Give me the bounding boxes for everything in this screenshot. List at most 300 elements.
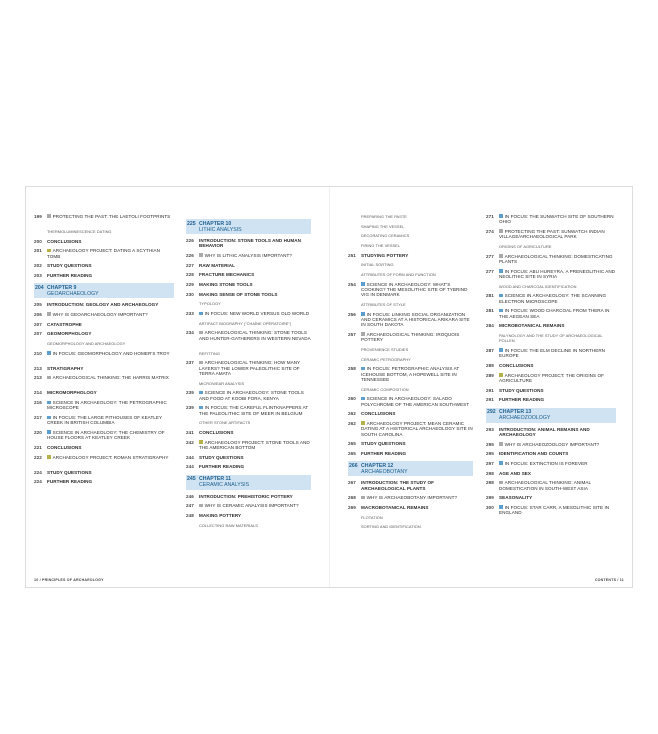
- feature-marker-olive: [47, 455, 51, 459]
- entry-text: MICROBOTANICAL REMAINS: [499, 323, 565, 329]
- entry-text: IN FOCUS: THE ELM DECLINE IN NORTHERN EUROPE: [499, 347, 606, 359]
- page-number: 277: [486, 268, 494, 274]
- entry-text: CATASTROPHE: [47, 321, 82, 327]
- page-number: 265: [348, 451, 356, 457]
- entry-text: FURTHER READING: [47, 273, 93, 279]
- toc-entry: [348, 411, 473, 416]
- entry-text: ARCHAEOLOGICAL THINKING: ANIMAL DOMESTICATION IN SOUTH-WEST ASIA: [499, 480, 591, 491]
- page-number: 291: [486, 387, 494, 393]
- page-number: 260: [348, 396, 356, 402]
- toc-subentry: [348, 524, 473, 529]
- page-number: 248: [186, 513, 194, 519]
- subentry-text: FIRING THE VESSEL: [361, 243, 401, 249]
- entry-text: ARCHAEOLOGICAL THINKING: STONE TOOLS AND HUNTER-GATHERERS IN WESTERN NEVADA: [199, 330, 311, 341]
- toc-entry: [486, 461, 616, 466]
- page-number: 256: [348, 311, 356, 317]
- page-number: 265: [348, 441, 356, 447]
- subentry-text: PREPARING THE PASTE: [361, 214, 407, 219]
- feature-marker-blue: [499, 505, 503, 509]
- feature-marker-blue: [199, 391, 203, 395]
- toc-entry: [486, 427, 616, 438]
- feature-marker-blue: [499, 461, 503, 465]
- page-number: 295: [486, 451, 494, 457]
- entry-text: ARCHAEOLOGICAL THINKING: IROQUOIS POTTERY: [361, 332, 460, 343]
- entry-text: ARCHAEOLOGICAL THINKING: THE HARRIS MATRIX: [52, 375, 169, 381]
- book-spread: [25, 186, 633, 588]
- toc-entry: [486, 254, 616, 265]
- entry-text: CONCLUSIONS: [47, 238, 82, 244]
- toc-entry: [34, 400, 174, 411]
- page-number: 247: [186, 503, 194, 509]
- toc-entry: [34, 273, 174, 278]
- toc-subentry: [348, 302, 473, 307]
- page-number: 200: [34, 238, 42, 244]
- page-number: 210: [34, 350, 42, 356]
- feature-marker-blue: [361, 282, 365, 286]
- toc-entry: [34, 415, 174, 426]
- subentry-text: TYPOLOGY: [199, 301, 221, 307]
- feature-marker-gray: [47, 312, 51, 316]
- toc-entry: [348, 505, 473, 510]
- entry-text: AGE AND SEX: [499, 470, 532, 476]
- page-number: 213: [34, 375, 42, 381]
- feature-marker-gray: [499, 481, 503, 485]
- toc-entry: [186, 238, 311, 249]
- toc-entry: [186, 390, 311, 401]
- entry-text: MAKING POTTERY: [199, 513, 242, 519]
- page-number: 300: [486, 505, 494, 510]
- toc-entry: [186, 464, 311, 469]
- page-number: 233: [186, 311, 194, 317]
- entry-text: INTRODUCTION: STONE TOOLS AND HUMAN BEHAVIOR: [199, 238, 301, 249]
- subentry-text: ATTRIBUTES OF FORM AND FUNCTION: [361, 272, 436, 278]
- toc-entry: [486, 293, 616, 304]
- chapter-heading: [186, 219, 311, 234]
- page-number: 214: [34, 390, 42, 396]
- feature-marker-gray: [199, 504, 203, 508]
- toc-entry: [486, 495, 616, 500]
- entry-text: IDENTIFICATION AND COUNTS: [499, 451, 569, 457]
- page-number: 224: [34, 469, 42, 475]
- subentry-text: ORIGINS OF AGRICULTURE: [499, 243, 552, 249]
- subentry-text: COLLECTING RAW MATERIALS: [199, 522, 258, 528]
- toc-entry: [34, 375, 174, 386]
- toc-entry: [186, 272, 311, 277]
- entry-text: PROTECTING THE PAST: THE LAETOLI FOOTPRINTS: [52, 214, 171, 219]
- entry-text: SEASONALITY: [499, 495, 533, 501]
- toc-entry: [186, 405, 311, 416]
- contents-column-2: [186, 214, 311, 532]
- entry-text: IN FOCUS: WOOD CHARCOAL FROM THERA IN THE AEGEAN SEA: [499, 308, 610, 319]
- toc-subentry: [348, 224, 473, 229]
- toc-subentry: [348, 357, 473, 362]
- page-number: 284: [486, 323, 494, 329]
- subentry-text: DECORATING CERAMICS: [361, 233, 410, 239]
- entry-text: STUDY QUESTIONS: [499, 387, 544, 393]
- page-number: 241: [186, 430, 194, 436]
- chapter-page-number: 225: [187, 220, 196, 227]
- entry-text: MAKING STONE TOOLS: [199, 282, 253, 288]
- page-number: 234: [186, 330, 194, 336]
- entry-text: STUDY QUESTIONS: [199, 454, 244, 460]
- feature-marker-blue: [361, 367, 365, 371]
- feature-marker-gray: [199, 253, 203, 257]
- page-number: 226: [186, 238, 194, 243]
- toc-subentry: [486, 333, 616, 344]
- page-number: 229: [186, 282, 194, 288]
- entry-text: WHY IS CERAMIC ANALYSIS IMPORTANT?: [204, 503, 299, 509]
- toc-subentry: [348, 515, 473, 520]
- toc-entry: [486, 480, 616, 491]
- toc-entry: [486, 229, 616, 240]
- entry-text: STUDY QUESTIONS: [47, 263, 92, 269]
- chapter-subtitle: ARCHAEOBOTANY: [361, 468, 408, 475]
- entry-text: FURTHER READING: [499, 397, 545, 403]
- toc-entry: [34, 390, 174, 395]
- entry-text: PROTECTING THE PAST: SUNWATCH INDIAN VILLAGE/ARCHAEOLOGICAL PARK: [499, 228, 605, 240]
- entry-text: CONCLUSIONS: [361, 411, 396, 417]
- page-number: 239: [186, 405, 194, 411]
- toc-entry: [186, 513, 311, 518]
- entry-text: IN FOCUS: THE LARGE PITHOUSES OF KEATLEY CREEK IN BRITISH COLUMBIA: [47, 415, 163, 426]
- entry-text: GEOMORPHOLOGY: [47, 331, 92, 337]
- chapter-heading: [186, 475, 311, 490]
- toc-subentry: [34, 341, 174, 346]
- subentry-text: SORTING AND IDENTIFICATION: [361, 524, 421, 530]
- page-number: 226: [186, 252, 194, 258]
- entry-text: SCIENCE IN ARCHAEOLOGY: THE CHEMISTRY OF HOUSE FLOORS AT KEATLEY CREEK: [47, 430, 165, 441]
- feature-marker-blue: [47, 351, 51, 355]
- toc-entry: [186, 263, 311, 268]
- toc-entry: [186, 503, 311, 508]
- chapter-heading: [486, 408, 616, 423]
- toc-entry: [486, 442, 616, 447]
- entry-text: MAKING SENSE OF STONE TOOLS: [199, 291, 278, 297]
- page-number: 293: [486, 426, 494, 432]
- toc-entry: [486, 471, 616, 476]
- toc-entry: [486, 214, 616, 225]
- page-number: 257: [348, 332, 356, 338]
- toc-entry: [34, 470, 174, 475]
- feature-marker-gray: [47, 214, 51, 218]
- subentry-text: CERAMIC PETROGRAPHY: [361, 356, 411, 362]
- page-number: 222: [34, 454, 42, 460]
- chapter-subtitle: LITHIC ANALYSIS: [199, 226, 242, 233]
- entry-text: IN FOCUS: PETROGRAPHIC ANALYSIS AT ICEHOUSE BOTTOM, A HOPEWELL SITE IN TENNESSEE: [361, 366, 460, 383]
- feature-marker-gray: [199, 331, 203, 335]
- toc-entry: [34, 239, 174, 244]
- page-number: 262: [348, 421, 356, 427]
- toc-entry: [34, 302, 174, 307]
- toc-subentry: [186, 301, 311, 306]
- toc-entry: [348, 366, 473, 382]
- entry-text: FRACTURE MECHANICS: [199, 272, 255, 278]
- subentry-text: THERMOLUMINESCENCE DATING: [47, 228, 112, 234]
- chapter-subtitle: GEOARCHAEOLOGY: [47, 290, 99, 297]
- toc-entry: [34, 430, 174, 441]
- chapter-subtitle: CERAMIC ANALYSIS: [199, 482, 250, 489]
- toc-entry: [348, 282, 473, 298]
- toc-entry: [486, 505, 616, 516]
- feature-marker-blue: [47, 416, 51, 420]
- entry-text: SCIENCE IN ARCHAEOLOGY: WHAT'S COOKING? THE MESOLITHIC SITE OF TYBRIND VIG IN DENMARK: [361, 281, 468, 298]
- contents-column-4: [486, 214, 616, 520]
- page-number: 262: [348, 411, 356, 417]
- page-number: 244: [186, 454, 194, 460]
- entry-text: CONCLUSIONS: [47, 445, 82, 451]
- page-number: 254: [348, 281, 356, 287]
- feature-marker-olive: [499, 373, 503, 377]
- feature-marker-blue: [199, 312, 203, 316]
- page-number: 258: [348, 366, 356, 372]
- toc-entry: [348, 332, 473, 343]
- chapter-page-number: 245: [187, 476, 196, 483]
- toc-entry: [486, 308, 616, 319]
- entry-text: IN FOCUS: NEW WORLD VERSUS OLD WORLD: [204, 311, 310, 317]
- page-number: 299: [486, 495, 494, 501]
- toc-entry: [186, 311, 311, 316]
- feature-marker-blue: [361, 312, 365, 316]
- subentry-text: OTHER STONE ARTIFACTS: [199, 420, 251, 426]
- subentry-text: WOOD AND CHARCOAL IDENTIFICATION: [499, 283, 577, 289]
- page-number: 297: [486, 460, 494, 466]
- toc-entry: [486, 373, 616, 384]
- toc-entry: [34, 479, 174, 484]
- feature-marker-blue: [499, 309, 503, 313]
- entry-text: ARCHAEOLOGICAL THINKING: HOW MANY LAYERS? THE LOWER PALEOLITHIC SITE OF TERRA AMATA: [199, 360, 301, 377]
- toc-entry: [186, 253, 311, 258]
- toc-entry: [34, 312, 174, 317]
- feature-marker-blue: [199, 406, 203, 410]
- entry-text: ARCHAEOLOGY PROJECT: THE ORIGINS OF AGRICULTURE: [499, 372, 604, 383]
- chapter-title: CHAPTER 9: [47, 284, 77, 291]
- toc-entry: [186, 292, 311, 297]
- entry-text: INTRODUCTION: GEOLOGY AND ARCHAEOLOGY: [47, 302, 159, 308]
- entry-text: STUDY QUESTIONS: [361, 441, 406, 447]
- chapter-page-number: 266: [349, 462, 358, 469]
- chapter-page-number: 204: [35, 284, 44, 291]
- toc-entry: [486, 269, 616, 280]
- feature-marker-blue: [47, 430, 51, 434]
- subentry-text: PALYNOLOGY AND THE STUDY OF ARCHAEOLOGICAL POLLEN: [499, 332, 603, 344]
- feature-marker-olive: [47, 249, 51, 253]
- entry-text: FURTHER READING: [47, 479, 93, 485]
- entry-text: WHY IS GEOARCHAEOLOGY IMPORTANT?: [52, 312, 148, 318]
- toc-subentry: [348, 347, 473, 352]
- spine-divider: [329, 187, 330, 587]
- entry-text: ARCHAEOLOGY PROJECT: MEAN CERAMIC DATING AT A HISTORICAL ARCHAEOLOGY SITE IN SOUTH CAROLINA: [361, 421, 473, 437]
- subentry-text: GEOMORPHOLOGY AND ARCHAEOLOGY: [47, 341, 126, 347]
- toc-entry: [186, 494, 311, 499]
- page-number: 237: [186, 360, 194, 366]
- toc-subentry: [348, 272, 473, 277]
- toc-entry: [34, 248, 174, 259]
- entry-text: IN FOCUS: STAR CARR, A MESOLITHIC SITE IN ENGLAND: [499, 505, 610, 516]
- page-number: 246: [186, 493, 194, 499]
- toc-entry: [486, 348, 616, 359]
- chapter-title: CHAPTER 10: [199, 220, 232, 227]
- page-number: 281: [486, 293, 494, 299]
- toc-entry: [186, 282, 311, 287]
- toc-subentry: [348, 214, 473, 219]
- toc-entry: [348, 396, 473, 407]
- feature-marker-gray: [47, 376, 51, 380]
- footer-left: 10 / PRINCIPLES OF ARCHAEOLOGY: [34, 578, 104, 582]
- entry-text: SCIENCE IN ARCHAEOLOGY: STONE TOOLS AND FOOD AT KOOBI FORA, KENYA: [199, 390, 304, 401]
- toc-entry: [486, 397, 616, 402]
- page-number: 220: [34, 430, 42, 436]
- entry-text: STUDYING POTTERY: [361, 252, 409, 258]
- toc-entry: [34, 366, 174, 371]
- page-number: 239: [186, 390, 194, 396]
- page-number: 221: [34, 445, 42, 451]
- feature-marker-blue: [499, 348, 503, 352]
- toc-subentry: [348, 243, 473, 248]
- toc-entry: [186, 430, 311, 435]
- toc-entry: [34, 351, 174, 362]
- contents-column-3: [348, 214, 473, 534]
- entry-text: IN FOCUS: EXTINCTION IS FOREVER: [504, 460, 588, 466]
- entry-text: INTRODUCTION: PREHISTORIC POTTERY: [199, 493, 293, 499]
- entry-text: MACROBOTANICAL REMAINS: [361, 505, 429, 510]
- chapter-title: CHAPTER 11: [199, 476, 231, 483]
- toc-entry: [186, 440, 311, 451]
- toc-entry: [348, 421, 473, 437]
- toc-entry: [486, 388, 616, 393]
- subentry-text: INITIAL SORTING: [361, 262, 394, 268]
- toc-entry: [34, 322, 174, 327]
- entry-text: IN FOCUS: GEOMORPHOLOGY AND HOMER'S TROY: [52, 350, 170, 356]
- page-number: 274: [486, 228, 494, 234]
- feature-marker-gray: [361, 496, 365, 500]
- subentry-text: FLOTATION: [361, 514, 383, 520]
- entry-text: INTRODUCTION: THE STUDY OF ARCHAEOLOGICAL PLANTS: [361, 480, 434, 491]
- chapter-page-number: 292: [487, 409, 496, 416]
- page-number: 295: [486, 441, 494, 447]
- subentry-text: ATTRIBUTES OF STYLE: [361, 302, 406, 308]
- toc-entry: [348, 495, 473, 500]
- footer-right: CONTENTS / 11: [594, 578, 624, 582]
- toc-subentry: [186, 523, 311, 528]
- page-number: 288: [486, 362, 494, 368]
- toc-entry: [186, 455, 311, 460]
- toc-entry: [348, 253, 473, 258]
- subentry-text: ARTIFACT BIOGRAPHY ("CHAÎNE OPÉRATOIRE"): [199, 320, 292, 326]
- toc-subentry: [186, 321, 311, 326]
- feature-marker-olive: [199, 440, 203, 444]
- page-number: 281: [486, 308, 494, 314]
- entry-text: IN FOCUS: LINKING SOCIAL ORGANIZATION AND CERAMICS AT A HISTORICAL ARIKARA SITE IN SOUTH DAKOTA: [361, 311, 470, 328]
- page-number: 230: [186, 291, 194, 297]
- page-number: 242: [186, 439, 194, 445]
- toc-entry: [348, 441, 473, 446]
- feature-marker-gray: [499, 254, 503, 258]
- page-number: 216: [34, 400, 42, 406]
- subentry-text: PROVENIENCE STUDIES: [361, 347, 409, 353]
- entry-text: FURTHER READING: [199, 464, 245, 470]
- chapter-heading: [34, 283, 174, 298]
- entry-text: MICROMORPHOLOGY: [47, 390, 97, 396]
- entry-text: CONCLUSIONS: [199, 430, 234, 436]
- page-number: 271: [486, 214, 494, 219]
- toc-entry: [186, 360, 311, 376]
- page-number: 291: [486, 397, 494, 403]
- feature-marker-blue: [47, 401, 51, 405]
- entry-text: INTRODUCTION: ANIMAL REMAINS AND ARCHAEOLOGY: [499, 426, 590, 437]
- entry-text: IN FOCUS: THE SUNWATCH SITE OF SOUTHERN OHIO: [499, 214, 614, 225]
- toc-entry: [34, 455, 174, 466]
- subentry-text: REFITTING: [199, 350, 220, 356]
- toc-entry: [486, 323, 616, 328]
- toc-entry: [186, 330, 311, 346]
- subentry-text: CERAMIC COMPOSITION: [361, 386, 409, 392]
- entry-text: WHY IS ARCHAEOBOTANY IMPORTANT?: [366, 495, 458, 501]
- page-number: 289: [486, 372, 494, 378]
- feature-marker-blue: [499, 269, 503, 273]
- toc-subentry: [486, 244, 616, 249]
- chapter-subtitle: ARCHAEOZOOLOGY: [499, 415, 551, 422]
- toc-entry: [348, 451, 473, 456]
- toc-subentry: [34, 229, 174, 234]
- feature-marker-blue: [499, 294, 503, 298]
- toc-subentry: [348, 262, 473, 267]
- feature-marker-gray: [499, 442, 503, 446]
- entry-text: STUDY QUESTIONS: [47, 469, 92, 475]
- feature-marker-olive: [361, 421, 365, 425]
- page-number: 267: [348, 480, 356, 486]
- page-number: 201: [34, 248, 42, 254]
- toc-entry: [486, 363, 616, 368]
- toc-subentry: [486, 284, 616, 289]
- page-number: 228: [186, 272, 194, 278]
- feature-marker-gray: [199, 361, 203, 365]
- feature-marker-blue: [361, 397, 365, 401]
- page-number: 202: [34, 263, 42, 269]
- toc-entry: [34, 263, 174, 268]
- page-number: 277: [486, 253, 494, 259]
- contents-column-1: [34, 214, 174, 489]
- page-number: 227: [186, 262, 194, 268]
- page-number: 268: [348, 495, 356, 501]
- page-number: 205: [34, 302, 42, 308]
- page-number: 206: [34, 312, 42, 318]
- entry-text: ARCHAEOLOGY PROJECT: ROMAN STRATIGRAPHY: [52, 454, 169, 460]
- feature-marker-blue: [499, 214, 503, 218]
- page-number: 207: [34, 321, 42, 327]
- toc-subentry: [186, 381, 311, 386]
- page-number: 199: [34, 214, 42, 219]
- entry-text: ARCHAEOLOGY PROJECT: DATING A SCYTHIAN TOMB: [47, 248, 160, 259]
- page-number: 287: [486, 347, 494, 353]
- subentry-text: SHAPING THE VESSEL: [361, 223, 405, 229]
- page-number: 213: [34, 365, 42, 371]
- page-number: 203: [34, 273, 42, 279]
- entry-text: IN FOCUS: THE CAREFUL FLINTKNAPPERS AT THE PALEOLITHIC SITE OF MEER IN BELGIUM: [199, 405, 309, 416]
- entry-text: STRATIGRAPHY: [47, 365, 84, 371]
- page-number: 217: [34, 415, 42, 421]
- toc-entry: [34, 331, 174, 336]
- toc-entry: [34, 445, 174, 450]
- page-number: 244: [186, 464, 194, 470]
- page-number: 224: [34, 479, 42, 485]
- entry-text: SCIENCE IN ARCHAEOLOGY: SALADO POLYCHROME OF THE AMERICAN SOUTHWEST: [361, 396, 470, 407]
- page-number: 251: [348, 252, 356, 258]
- feature-marker-gray: [361, 332, 365, 336]
- page-number: 269: [348, 505, 356, 510]
- subentry-text: MICROWEAR ANALYSIS: [199, 380, 245, 386]
- toc-subentry: [186, 351, 311, 356]
- entry-text: WHY IS LITHIC ANALYSIS IMPORTANT?: [204, 252, 292, 258]
